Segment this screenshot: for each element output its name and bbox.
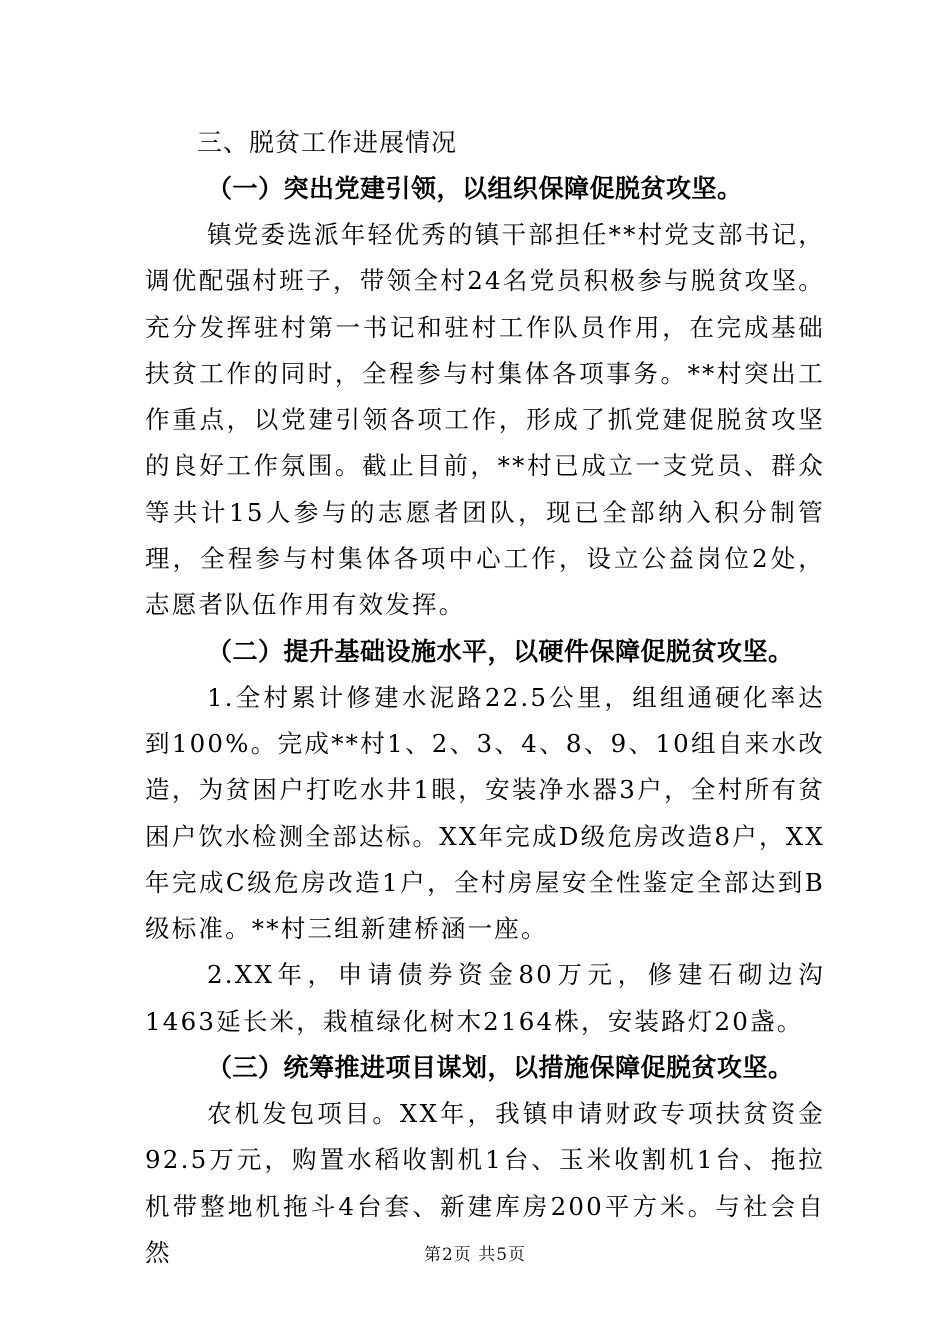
subheading-2: （二）提升基础设施水平，以硬件保障促脱贫攻坚。 — [207, 636, 794, 666]
page-number-footer: 第2页 共5页 — [423, 1245, 527, 1265]
subheading-3: （三）统筹推进项目谋划，以措施保障促脱贫攻坚。 — [207, 1053, 794, 1083]
section-title: 三、脱贫工作进展情况 — [197, 128, 458, 157]
paragraph-projects: 农机发包项目。XX年，我镇申请财政专项扶贫资金92.5万元，购置水稻收割机1台、玉米收割机1台、拖拉机带整地机拖斗4台套、新建库房200平方米。与社会自然 — [145, 1099, 825, 1267]
document-body — [145, 120, 825, 1276]
paragraph-infrastructure-1: 1.全村累计修建水泥路22.5公里，组组通硬化率达到100%。完成**村1、2、3、4、8、9、10组自来水改造，为贫困户打吃水井1眼，安装净水器3户，全村所有贫困户饮水检测全部达标。XX年完成D级危房改造8户，XX年完成C级危房改造1户，全村房屋安全性鉴定全部达到B级标准。**村三组新建桥涵一座。 — [145, 682, 825, 944]
subheading-1: （一）突出党建引领，以组织保障促脱贫攻坚。 — [207, 174, 743, 203]
paragraph-party-building: 镇党委选派年轻优秀的镇干部担任**村党支部书记，调优配强村班子，带领全村24名党员积极参与脱贫攻坚。充分发挥驻村第一书记和驻村工作队员作用，在完成基础扶贫工作的同时，全程参与村集体各项事务。**村突出工作重点，以党建引领各项工作，形成了抓党建促脱贫攻坚的良好工作氛围。截止目前，**村已成立一支党员、群众等共计15人参与的志愿者团队，现已全部纳入积分制管理，全程参与村集体各项中心工作，设立公益岗位2处，志愿者队伍作用有效发挥。 — [145, 220, 825, 620]
paragraph-infrastructure-2: 2.XX年，申请债券资金80万元，修建石砌边沟1463延长米，栽植绿化树木2164株，安装路灯20盏。 — [145, 960, 825, 1036]
